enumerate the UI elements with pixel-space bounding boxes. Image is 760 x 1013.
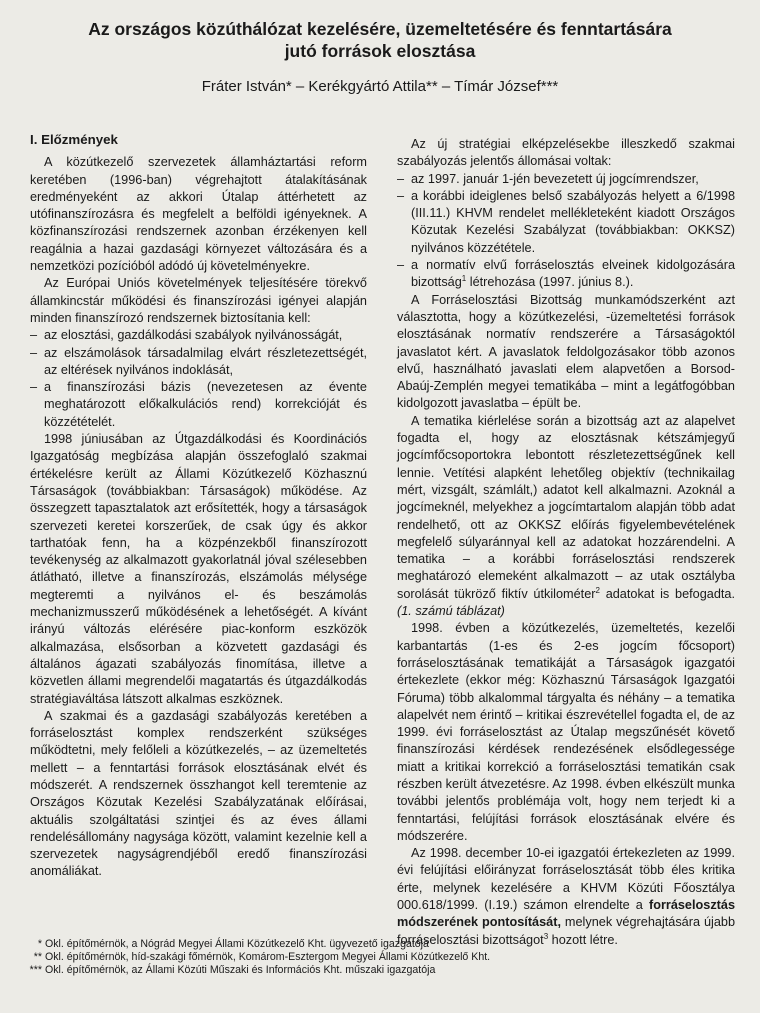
right-paragraph-1: Az új stratégiai elképzelésekbe illeszkedő szakmai szabályozás jelentős állomásai voltak: (397, 137, 735, 169)
footnotes (20, 938, 740, 977)
left-column (30, 131, 367, 881)
paragraph-text: A tematika kiérlelése során a bizottság azt az alapelvet fogadta el, hogy az elosztásnak kétszámjegyű jogcímfőcsoportokra lebontott részletezettségűnek kell lennie. Vetítési alapként lehetőleg objektív (technikailag mért, vizsgált, számlált,) adatot kell alkalmazni. Azoknál a jogcímeknél, melyekhez a jogcímtartalom alapján több adat rendelhető, ott az OKKSZ előírás figyelembevételének megfelelő súlyaránnyal kell az adatokat hozzárendelni. A tematika – a korábbi forráselosztási rendszerek meghatározó elemeként alkalmazott – az utak osztályba sorolását tükröző fiktív útkilométer (397, 413, 735, 601)
list-item (397, 257, 735, 292)
title-line-1: Az országos közúthálózat kezelésére, üzemeltetésére és fenntartására (88, 19, 672, 39)
title-line-2: jutó források elosztása (284, 41, 476, 61)
footnote (20, 951, 740, 964)
footnote-ref: 2 (595, 585, 600, 595)
footnote (20, 938, 740, 951)
right-paragraph-2: A Forráselosztási Bizottság munkamódszerként azt választotta, hogy a közútkezelési, -üzemeltetési források elosztásának normatív rendszerére a Társaságoktól javaslatot kért. A javaslatok feldolgozásakor több azonos elvű, használható javaslati elem alapvetően a Borsod-Abaúj-Zemplén megyei tematikába – mint a legátfogóbban kidolgozott javaslatba – épült be. (397, 292, 735, 411)
left-paragraph-4: A szakmai és a gazdasági szabályozás keretében a forráselosztást komplex rendszerként szükséges működtetni, mely felőleli a közútkezelés, – az üzemeltetés mellett – a fenntartási források elosztásának elvét és módszerét. A rendszernek összhangot kell teremtenie az Országos Közutak Kezelési Szabályzatának előírásai, aktuális szolgáltatási szintjei és az éves állami rendelésállomány nagysága között, valamint kezelnie kell a szervezetek nagyságrendjéből eredő finanszírozási anomáliákat. (30, 708, 367, 879)
left-paragraph-1: A közútkezelő szervezetek államháztartási reform keretében (1996-ban) végrehajtott átalakításának eredményeként az akkori Útalap áttérhetett az utófinanszírozásra és megfelelt a belföldi igényeknek. A közfinanszírozási rendszernek azonban érzékenyen kell reagálnia a hazai gazdasági környezet változására és a nemzetközi pozícióból adódó új követelményekre. (30, 155, 367, 274)
footnote-ref: 1 (461, 274, 467, 284)
footnote-text: Okl. építőmérnök, az Állami Közúti Műszaki és Információs Kht. műszaki igazgatója (45, 964, 436, 976)
footnote (20, 964, 740, 977)
right-column (397, 136, 735, 949)
authors-line: Fráter István* – Kerékgyártó Attila** – Tímár József*** (201, 78, 559, 95)
article-title (0, 18, 760, 62)
list-item: – a korábbi ideiglenes belső szabályozás helyett a 6/1998 (III.11.) KHVM rendelet mellékleteként kiadott Országos Közutak Kezelési Szabályzat (továbbiakban: OKKSZ) nyilvános közzététele. (397, 188, 735, 257)
paragraph-text: melynek végrehajtására újabb forráselosztási bizottságot (397, 915, 735, 947)
footnote-text: Okl. építőmérnök, a Nógrád Megyei Állami Közútkezelő Kht. ügyvezető igazgatója (45, 938, 429, 950)
paragraph-text: adatokat is befogadta. (599, 586, 735, 601)
left-paragraph-2: Az Európai Uniós követelmények teljesítésére törekvő államkincstár működési és finanszírozási igényei alapján minden finanszírozó rendszernek biztosítania kell: (30, 276, 367, 325)
footnote-mark: ** (33, 951, 42, 963)
left-paragraph-3: 1998 júniusában az Útgazdálkodási és Koordinációs Igazgatóság megbízása alapján összefoglaló szakmai értékelésre került az Állami Közútkezelő Közhasznú Társaságok (továbbiakban: Társaságok) működése. Az összegzett tapasztalatok azt erősítették, hogy a társaságok szervezeti keretei korszerűek, de csak úgy és akkor tarthatóak fenn, ha a közpénzekből finanszírozott tevékenység az alkalmazott gyakorlatnál jóval szélesebben átlátható, illetve a finanszírozás, elszámolás mélysége megteremti a nyilvános el- és beszámolás mechanizmusszerű működésének a lehetőségét. A kívánt irányú változás elérésére piac-konform eszközök alkalmazása, elsősorban a közvetett gazdasági és általános ágazati szabályozás finomítása, illetve a közvetlen állami megrendelői magatartás és útgazdálkodás stratégiaváltása látszott alkalmas eszköznek. (30, 432, 367, 706)
list-item: – az elszámolások társadalmilag elvárt részletezettségét, az eltérések nyilvános indoklását, (30, 345, 367, 380)
paragraph-text: Az 1998. december 10-ei igazgatói értekezleten az 1999. évi felújítási előirányzat forráselosztását több éles kritika érte, melynek kezelésére a KHVM Közúti Főosztálya 000.618/1999. (I.19.) számon elrendelte a (397, 846, 735, 913)
list-item: – az elosztási, gazdálkodási szabályok nyilvánosságát, (30, 327, 367, 344)
list-item: – a finanszírozási bázis (nevezetesen az évente meghatározott előkalkulációs rend) korrekcióját és közzétételét. (30, 379, 367, 431)
list-item-text: létrehozása (1997. június 8.). (466, 275, 634, 290)
footnote-mark: * (37, 938, 42, 950)
table-reference: (1. számú táblázat) (397, 604, 505, 619)
footnote-ref: 3 (543, 931, 549, 941)
list-item: – az 1997. január 1-jén bevezetett új jogcímrendszer, (397, 171, 735, 188)
requirements-list (30, 327, 367, 431)
list-item-text: a normatív elvű forráselosztás elveinek kidolgozására bizottság (411, 258, 735, 290)
footnote-mark: *** (29, 964, 42, 976)
emphasis-text: forráselosztás módszerének pontosítását, (397, 898, 735, 930)
section-heading: I. Előzmények (30, 132, 118, 147)
milestones-list (397, 171, 735, 292)
right-paragraph-5 (397, 845, 735, 949)
right-paragraph-4: 1998. évben a közútkezelés, üzemeltetés, kezelői karbantartás (1-es és 2-es jogcím főcsoport) forráselosztásának tematikáját a Társaságok igazgatói értekezlete (ekkor még: Közhasznú Társaságok Igazgatói Fóruma) több alkalommal tárgyalta és néhány – a tematika alapelvét nem érintő – kritikai észrevétellel fogadta el, de az 1999. évi forráselosztást az Útalap megszűnését követő finanszírozási kérdések rendezésének elsődlegessége miatt a kritikai korrekció a forráselosztási tematikán csak részben került átvezetésre. Az 1998. évben elkészült munka további jelentős problémája volt, hogy nem terjedt ki a fenntartási, felújítási források elosztásának elvére és módszerére. (397, 621, 735, 843)
right-paragraph-3 (397, 413, 735, 621)
paragraph-text: hozott létre. (548, 932, 618, 947)
footnote-text: Okl. építőmérnök, híd-szakági főmérnök, Komárom-Esztergom Megyei Állami Közútkezelő Kht. (45, 951, 491, 963)
